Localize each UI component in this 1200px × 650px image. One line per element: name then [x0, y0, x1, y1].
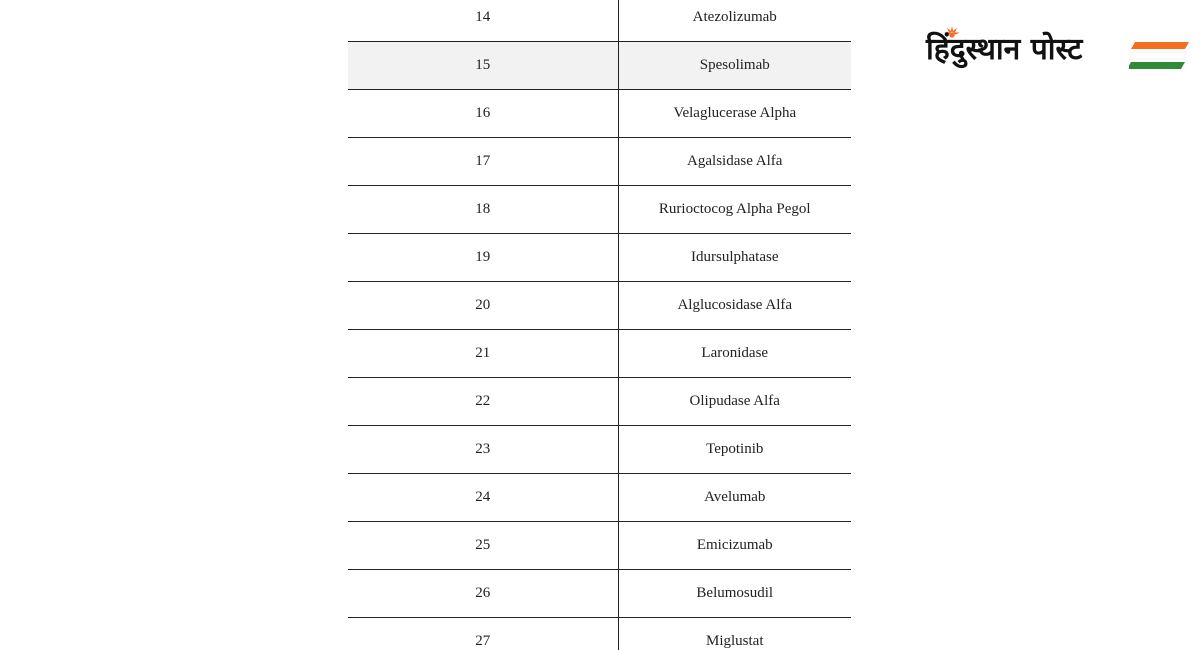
row-number: 21	[348, 330, 618, 378]
drug-name: Tepotinib	[618, 426, 851, 474]
drug-table-container	[348, 0, 851, 650]
row-number: 17	[348, 138, 618, 186]
site-logo[interactable]	[924, 26, 1188, 76]
table-row	[348, 90, 851, 138]
row-number: 23	[348, 426, 618, 474]
drug-name: Alglucosidase Alfa	[618, 282, 851, 330]
row-number: 14	[348, 0, 618, 42]
row-number: 19	[348, 234, 618, 282]
table-row	[348, 522, 851, 570]
drug-name: Rurioctocog Alpha Pegol	[618, 186, 851, 234]
drug-table	[348, 0, 851, 650]
drug-name: Belumosudil	[618, 570, 851, 618]
drug-name: Atezolizumab	[618, 0, 851, 42]
drug-name: Agalsidase Alfa	[618, 138, 851, 186]
drug-name: Idursulphatase	[618, 234, 851, 282]
table-row	[348, 186, 851, 234]
row-number: 16	[348, 90, 618, 138]
row-number: 22	[348, 378, 618, 426]
row-number: 24	[348, 474, 618, 522]
drug-name: Avelumab	[618, 474, 851, 522]
table-row	[348, 378, 851, 426]
tricolor-stripes-icon	[1129, 42, 1189, 70]
drug-name: Spesolimab	[618, 42, 851, 90]
table-row	[348, 330, 851, 378]
drug-table-body	[348, 0, 851, 650]
white-stripe	[1129, 52, 1187, 59]
green-stripe	[1129, 62, 1185, 69]
row-number: 20	[348, 282, 618, 330]
table-row	[348, 234, 851, 282]
table-row	[348, 618, 851, 650]
row-number: 15	[348, 42, 618, 90]
table-row	[348, 426, 851, 474]
table-row	[348, 282, 851, 330]
table-row	[348, 138, 851, 186]
table-row	[348, 42, 851, 90]
table-row	[348, 0, 851, 42]
drug-name: Laronidase	[618, 330, 851, 378]
drug-name: Velaglucerase Alpha	[618, 90, 851, 138]
drug-name: Emicizumab	[618, 522, 851, 570]
logo-text: हिंदुस्थान पोस्ट	[926, 32, 1083, 67]
row-number: 18	[348, 186, 618, 234]
row-number: 27	[348, 618, 618, 650]
row-number: 26	[348, 570, 618, 618]
row-number: 25	[348, 522, 618, 570]
table-row	[348, 570, 851, 618]
drug-name: Olipudase Alfa	[618, 378, 851, 426]
drug-name: Miglustat	[618, 618, 851, 650]
table-row	[348, 474, 851, 522]
saffron-stripe	[1131, 42, 1189, 49]
